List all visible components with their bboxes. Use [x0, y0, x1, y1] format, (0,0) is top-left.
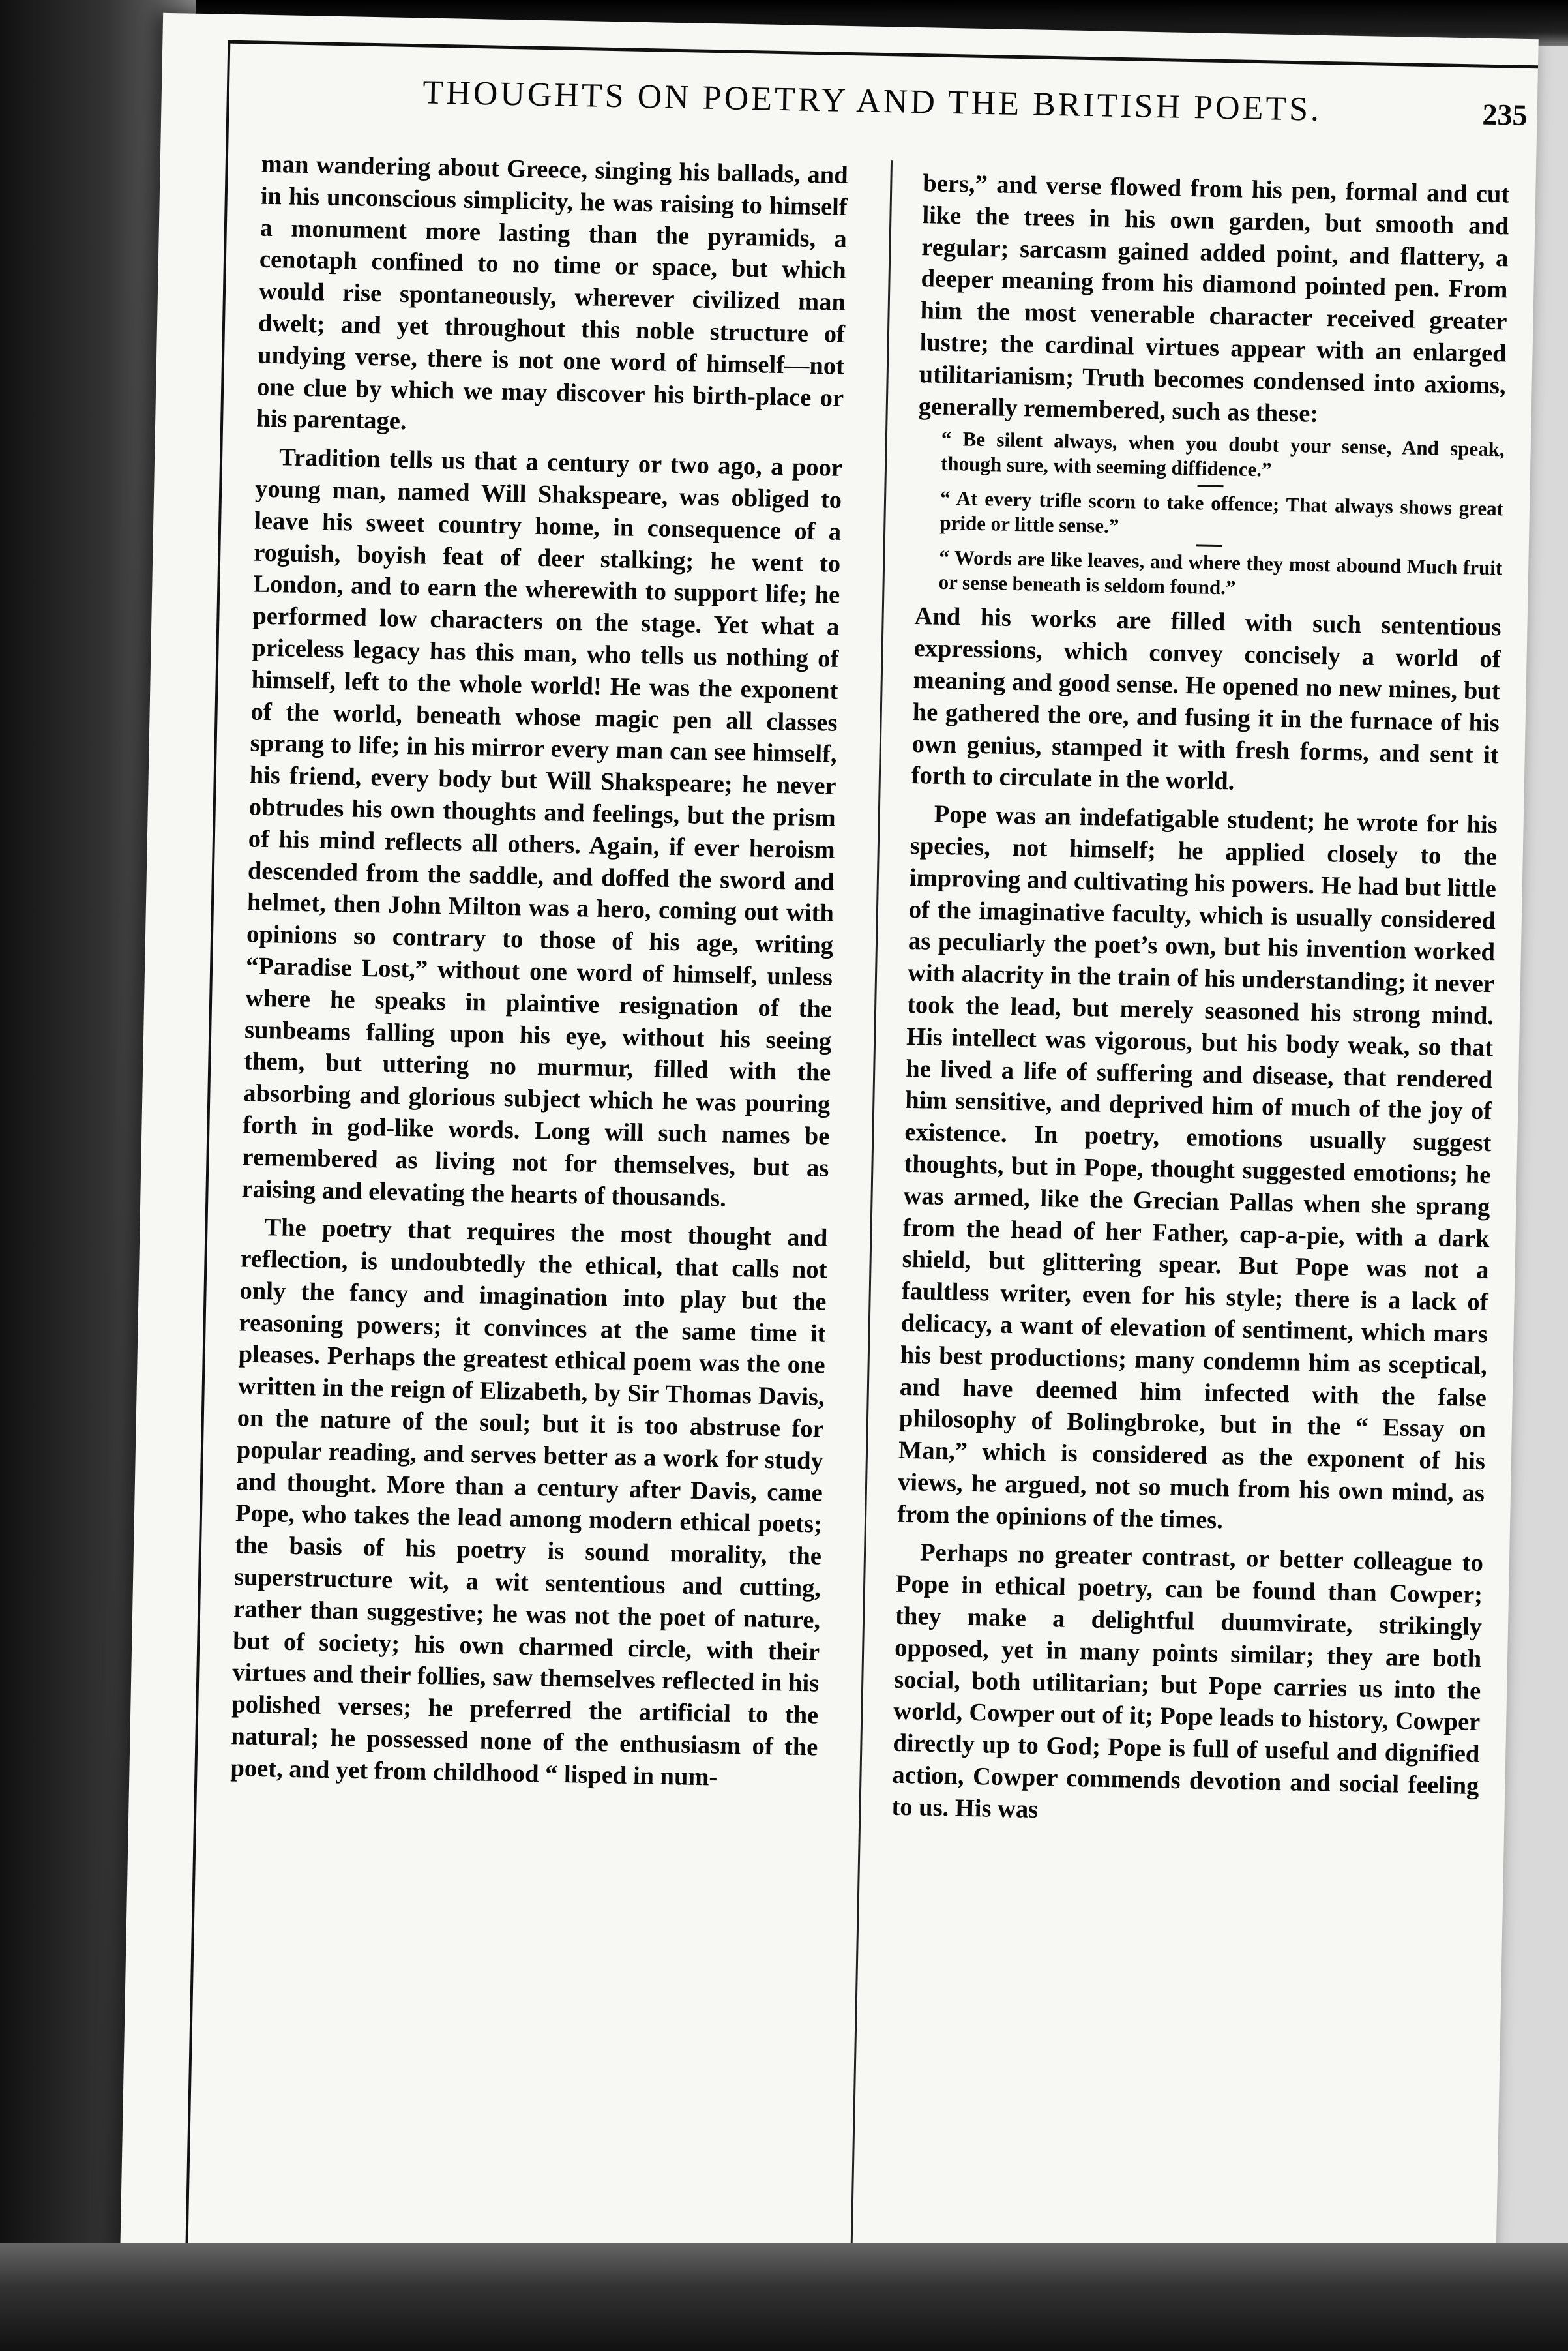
book-page: [119, 13, 1538, 2309]
top-border-rule: [228, 40, 1538, 69]
verse-quote: “ Be silent always, when you doubt your sense, And speak, though sure, with seeming diffidence.”: [940, 427, 1505, 481]
left-border-rule: [185, 40, 230, 2251]
paragraph: And his works are filled with such sententious expressions, which convey concisely a world of meaning and good sense. He opened no new mines, but he gathered the ore, and fusing it in the furnace of his own genius, stamped it with fresh forms, and sent it forth to circulate in the world.: [911, 603, 1501, 796]
paragraph: man wandering about Greece, singing his ballads, and in his unconscious simplicity, he was raising to himself a monument more lasting than the pyramids, a cenotaph confined to no time or space, but which would rise spontaneously, wherever civilized man dwelt; and yet throughout this noble structure of undying verse, there is not one word of himself—not one clue by which we may discover his birth-place or his parentage.: [256, 150, 849, 436]
scan-bottom-edge: [0, 2243, 1568, 2351]
paragraph: Pope was an indefatigable student; he wrote for his species, not himself; he applied closely to the improving and cultivating his powers. He had but little of the imaginative faculty, which is usually considered as peculiarly the poet’s own, but his invention worked with alacrity in the train of his understanding; it never took the lead, but merely seasoned his strong mind. His intellect was vigorous, but his body weak, so that he lived a life of suffering and disease, that rendered him sensitive, and deprived him of much of the joy of existence. In poetry, emotions usually suggest thoughts, but in Pope, thought suggested emotions; he was armed, like the Grecian Pallas when she sprang from the head of her Father, cap-a-pie, with a dark shield, but glittering spear. But Pope was not a faultless writer, even for his style; there is a lack of delicacy, a want of elevation of sentiment, which mars his best productions; many condemn him as sceptical, and have deemed him infected with the false philosophy of Bolingbroke, but in the “ Essay on Man,” which is considered as the exponent of his views, he argued, not so much from his own mind, as from the opinions of the times.: [896, 800, 1498, 1535]
verse-quote: “ Words are like leaves, and where they most abound Much fruit or sense beneath is seldom found.”: [938, 546, 1503, 599]
page-number: 235: [1482, 97, 1528, 132]
paragraph: Perhaps no greater contrast, or better colleague to Pope in ethical poetry, can be found than Cowper; they make a delightful duumvirate, strikingly opposed, yet in many points similar; they are both social, both utilitarian; but Pope carries us into the world, Cowper out of it; Pope leads to history, Cowper directly up to God; Pope is full of useful and dignified action, Cowper commends devotion and social feeling to us. His was: [891, 1538, 1484, 1823]
right-column: [891, 168, 1510, 1834]
quote-separator: [1198, 485, 1224, 488]
left-column: [230, 149, 848, 1795]
verse-quote: “ At every trifle scorn to take offence; That always shows great pride or little sense.”: [939, 487, 1504, 538]
paragraph: bers,” and verse flowed from his pen, formal and cut like the trees in his own garden, but smooth and regular; sarcasm gained added point, and flattery, a deeper meaning from his diamond pointed pen. From him the most venerable character received greater lustre; the cardinal virtues appear with an enlarged utilitarianism; Truth becomes condensed into axioms, generally remembered, such as these:: [918, 170, 1510, 428]
quote-separator: [1196, 545, 1222, 547]
paragraph: Tradition tells us that a century or two ago, a poor young man, named Will Shakspeare, was obliged to leave his sweet country home, in consequence of a roguish, boyish feat of deer stalking; he went to London, and to earn the wherewith to support life; he performed low characters on the stage. Yet what a priceless legacy has this man, who tells us nothing of himself, left to the whole world! He was the exponent of the world, beneath whose magic pen all classes sprang to life; in his mirror every man can see himself, his friend, every body but Will Shakspeare; he never obtrudes his own thoughts and feelings, but the prism of his mind reflects all others. Again, if ever heroism descended from the saddle, and doffed the sword and helmet, then John Milton was a hero, coming out with opinions so contrary to those of his age, writing “Paradise Lost,” without one word of himself, unless where he speaks in plaintive resignation of the sunbeams falling upon his eye, without his seeing them, but uttering no murmur, filled with the absorbing and glorious subject which he was pouring forth in god-like words. Long will such names be remembered as living not for themselves, but as raising and elevating the hearts of thousands.: [241, 443, 843, 1212]
column-divider: [851, 160, 893, 2247]
paragraph: The poetry that requires the most thought and reflection, is undoubtedly the ethical, that calls not only the fancy and imagination into play but the reasoning powers; it convinces at the same time it pleases. Perhaps the greatest ethical poem was the one written in the reign of Elizabeth, by Sir Thomas Davis, on the nature of the soul; but it is too abstruse for popular reading, and serves better as a work for study and thought. More than a century after Davis, came Pope, who takes the lead among modern ethical poets; the basis of his poetry is sound morality, the superstructure wit, a wit sententious and cutting, rather than suggestive; he was not the poet of nature, but of society; his own charmed circle, with their virtues and their follies, saw themselves reflected in his polished verses; he preferred the artificial to the natural; he possessed none of the enthusiasm of the poet, and yet from childhood “ lisped in num-: [230, 1214, 828, 1791]
running-head: THOUGHTS ON POETRY AND THE BRITISH POETS.: [422, 74, 1322, 128]
